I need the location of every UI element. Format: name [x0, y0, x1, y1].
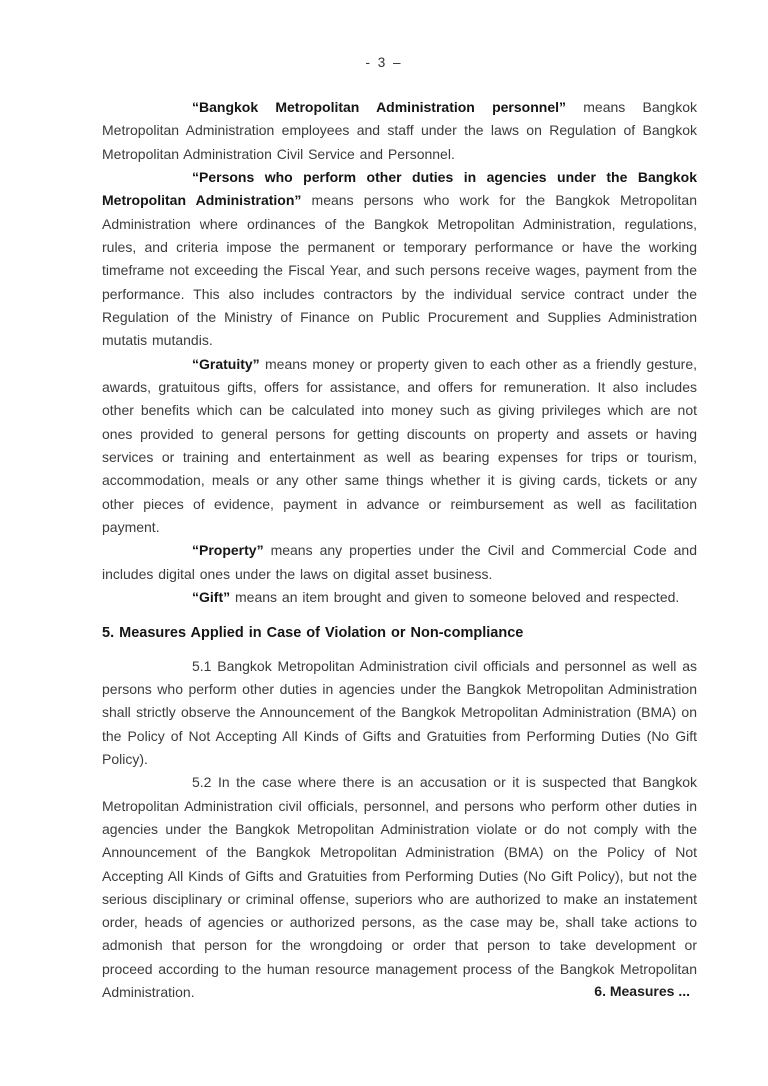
definition-gratuity-term: “Gratuity”: [192, 355, 260, 372]
definition-other-duty-persons: [102, 166, 697, 353]
clause-5-2: 5.2 In the case where there is an accusation or it is suspected that Bangkok Metropolitan Administration civil officials, personnel, and persons who perform other duties in agencies under the Bangkok Metropolitan Administration violate or do not comply with the Announcement of the Bangkok Metropolitan Administration (BMA) on the Policy of Not Accepting All Kinds of Gifts and Gratuities from Performing Duties (No Gift Policy), but not the serious disciplinary or criminal offense, superiors who are authorized to make an instatement order, heads of agencies or authorized persons, as the case may be, shall take actions to admonish that person for the wrongdoing or order that person to take development or proceed according to the human resource management process of the Bangkok Metropolitan Administration.: [102, 774, 697, 1001]
page-number: - 3 –: [365, 55, 403, 70]
definition-gratuity: [102, 353, 697, 540]
section-5-heading: 5. Measures Applied in Case of Violation or Non-compliance: [102, 625, 524, 642]
definition-gift: [102, 586, 697, 609]
clause-5-1: 5.1 Bangkok Metropolitan Administration civil officials and personnel as well as persons who perform other duties in agencies under the Bangkok Metropolitan Administration shall strictly observe the Announcement of the Bangkok Metropolitan Administration (BMA) on the Policy of Not Accepting All Kinds of Gifts and Gratuities from Performing Duties (No Gift Policy).: [102, 657, 697, 767]
definition-gratuity-body: means money or property given to each other as a friendly gesture, awards, gratuitous gifts, offers for assistance, and offers for remuneration. It also includes other benefits which can be calculated into money such as giving privileges which are not ones provided to general persons for getting discounts on property and assets or having services or training and entertainment as well as bearing expenses for trips or tourism, accommodation, meals or any other same things whether it is giving cards, tickets or any other pieces of evidence, payment in advance or reimbursement as well as facilitation payment.: [102, 355, 697, 535]
document-body: [102, 96, 697, 1004]
definition-other-duty-persons-body: means persons who work for the Bangkok Metropolitan Administration where ordinances of the Bangkok Metropolitan Administration, regulations, rules, and criteria impose the permanent or temporary performance or have the working timeframe not exceeding the Fiscal Year, and such persons receive wages, payment from the performance. This also includes contractors by the individual service contract under the Regulation of the Ministry of Finance on Public Procurement and Supplies Administration mutatis mutandis.: [102, 192, 697, 349]
definition-personnel: [102, 96, 697, 166]
definition-property-term: “Property”: [192, 542, 264, 559]
definition-property: [102, 539, 697, 586]
definition-other-duty-persons-term: “Persons who perform other duties in agencies under the Bangkok Metropolitan Administration”: [102, 168, 697, 209]
definition-gift-body: means an item brought and given to someone beloved and respected.: [230, 588, 680, 605]
definition-personnel-term: “Bangkok Metropolitan Administration personnel”: [192, 99, 566, 115]
definition-gift-term: “Gift”: [192, 588, 231, 605]
definition-personnel-body: means Bangkok Metropolitan Administration employees and staff under the laws on Regulation of Bangkok Metropolitan Administration Civil Service and Personnel.: [102, 99, 697, 162]
continuation-marker: 6. Measures ...: [594, 983, 690, 999]
definition-property-body: means any properties under the Civil and Commercial Code and includes digital ones under the laws on digital asset business.: [102, 542, 697, 582]
